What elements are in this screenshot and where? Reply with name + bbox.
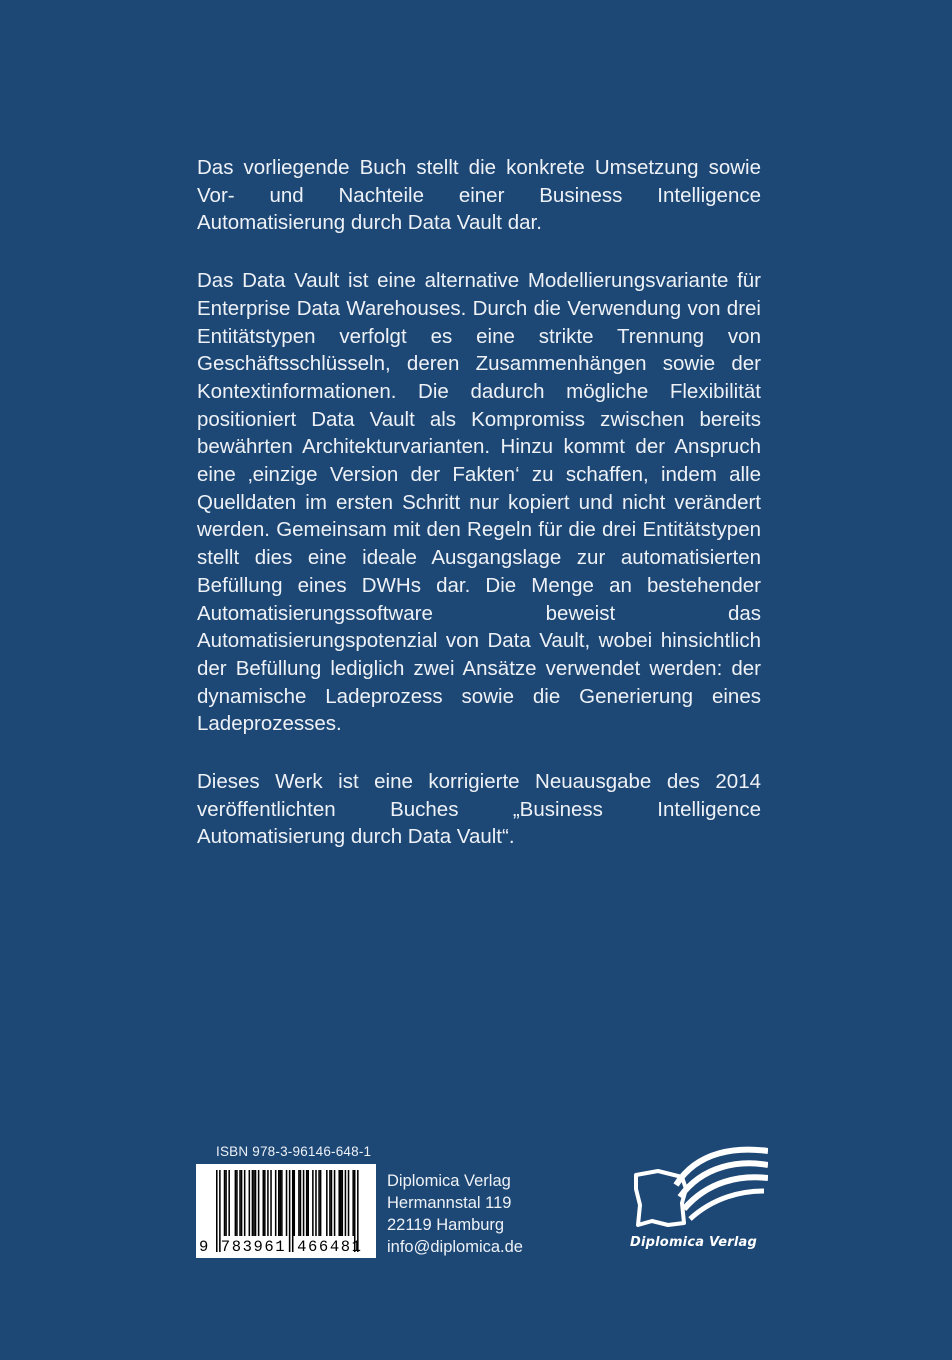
blurb-paragraph-3: Dieses Werk ist eine korrigierte Neuausgabe des 2014 veröffentlichten Buches „Business Intelligence Automatisierung durch Data Vault“. <box>197 770 761 849</box>
barcode-bar <box>312 1170 314 1236</box>
barcode-bar <box>244 1170 246 1236</box>
publisher-email: info@diplomica.de <box>387 1238 523 1256</box>
barcode-bar <box>329 1170 331 1236</box>
barcode-bar <box>334 1170 336 1236</box>
barcode-bar <box>278 1170 280 1236</box>
barcode-bar <box>345 1170 347 1236</box>
barcode-bar <box>294 1170 296 1236</box>
barcode-bar <box>275 1170 277 1236</box>
publisher-name: Diplomica Verlag <box>387 1172 511 1190</box>
barcode-bar <box>340 1170 342 1236</box>
barcode-bar <box>331 1170 333 1236</box>
blurb-paragraph-1: Das vorliegende Buch stellt die konkrete Umsetzung sowie Vor- und Nachteile einer Business Intelligence Automatisierung durch Data Vault dar. <box>197 156 761 235</box>
barcode-bar <box>315 1170 317 1236</box>
barcode-bar <box>225 1170 227 1236</box>
barcode-bar <box>307 1170 309 1236</box>
barcode <box>196 1164 376 1258</box>
barcode-bar <box>255 1170 257 1236</box>
barcode-bar <box>252 1170 254 1236</box>
barcode-bar <box>338 1170 340 1236</box>
barcode-bar <box>258 1170 260 1236</box>
barcode-bar <box>281 1170 283 1236</box>
barcode-bar <box>318 1170 320 1236</box>
barcode-bar <box>348 1170 350 1236</box>
barcode-bar <box>306 1170 308 1236</box>
barcode-bar <box>267 1170 269 1236</box>
barcode-bar <box>253 1170 255 1236</box>
barcode-bar <box>224 1170 226 1236</box>
barcode-bar <box>342 1170 344 1236</box>
barcode-bar <box>286 1170 288 1236</box>
barcode-bar <box>270 1170 272 1236</box>
barcode-bar <box>228 1170 230 1236</box>
barcode-bar <box>236 1170 238 1236</box>
barcode-bar <box>320 1170 322 1236</box>
isbn-label: ISBN 978-3-96146-648-1 <box>216 1144 372 1159</box>
barcode-bar <box>298 1170 300 1236</box>
publisher-street: Hermannstal 119 <box>387 1194 512 1212</box>
barcode-bar <box>241 1170 243 1236</box>
back-cover-blurb <box>197 154 761 881</box>
barcode-bar <box>239 1170 241 1236</box>
barcode-bar <box>235 1170 237 1236</box>
barcode-bar <box>249 1170 251 1236</box>
barcode-bar <box>300 1170 302 1236</box>
barcode-bar <box>352 1170 354 1236</box>
barcode-bar <box>280 1170 282 1236</box>
barcode-bar <box>263 1170 265 1236</box>
publisher-logo-text: Diplomica Verlag <box>630 1235 758 1250</box>
publisher-address <box>387 1170 523 1258</box>
barcode-bar <box>326 1170 328 1236</box>
barcode-digits: 9 783961 466481 <box>199 1238 363 1256</box>
barcode-bar <box>264 1170 266 1236</box>
blurb-paragraph-2: Das Data Vault ist eine alternative Modellierungsvariante für Enterprise Data Warehouses. Durch die Verwendung von drei Entitätstypen verfolgt es eine strikte Trennung von Geschäftsschlüsseln, deren Zusammenhängen sowie der Kontextinformationen. Die dadurch mögliche Flexibilität positioniert Data Vault als Kompromiss zwischen bereits bewährten Architekturvarianten. Hinzu kommt der Anspruch eine ‚einzige Version der Fakten‘ zu schaffen, indem alle Quelldaten im ersten Schritt nur kopiert und nicht verändert werden. Gemeinsam mit den Regeln für die drei Entitätstypen stellt dies eine ideale Ausgangslage zur automatisierten Befüllung eines DWHs dar. Die Menge an bestehender Automatisierungssoftware beweist das Automatisierungspotenzial von Data Vault, wobei hinsichtlich der Befüllung lediglich zwei Ansätze verwendet werden: der dynamische Ladeprozess sowie die Generierung eines Ladeprozesses. <box>197 269 761 736</box>
publisher-city: 22119 Hamburg <box>387 1216 505 1234</box>
barcode-bar <box>303 1170 305 1236</box>
